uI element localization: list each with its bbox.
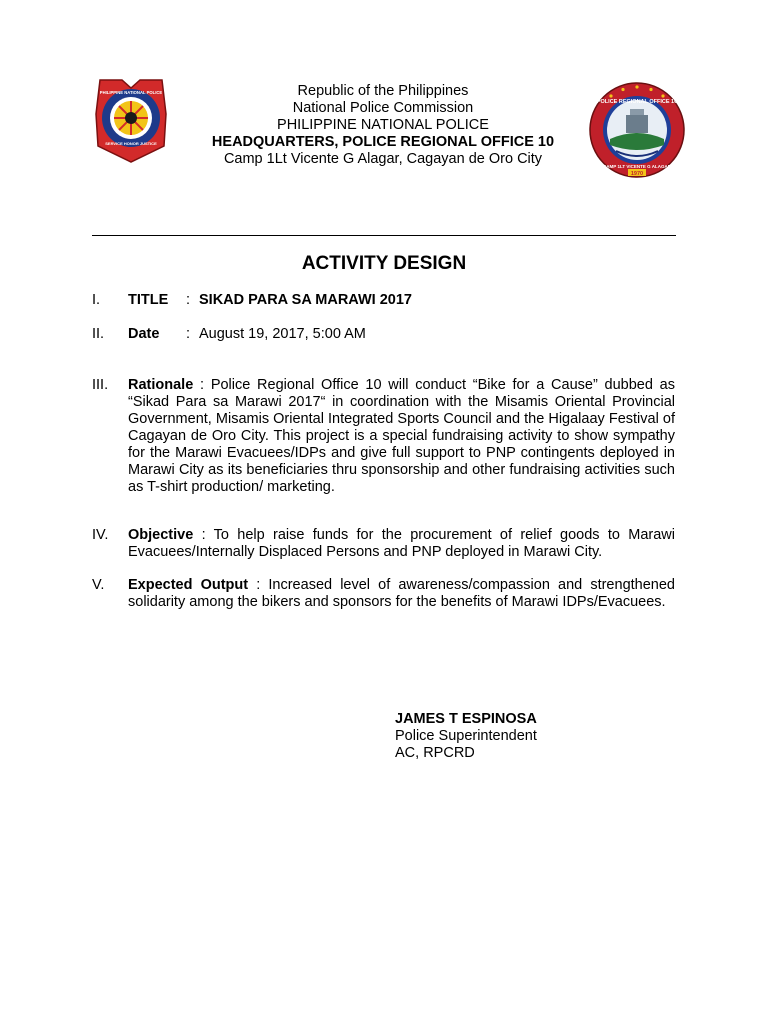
pro10-logo (588, 81, 686, 179)
document-title: ACTIVITY DESIGN (301, 253, 467, 274)
section-separator: : (186, 326, 191, 342)
section-label: Expected Output (128, 577, 249, 593)
section-title (92, 292, 676, 310)
header-divider (92, 235, 676, 236)
signature-block (395, 711, 537, 762)
svg-text:PHILIPPINE NATIONAL POLICE: PHILIPPINE NATIONAL POLICE (99, 90, 163, 95)
pnp-logo (92, 74, 170, 164)
signatory-office: AC, RPCRD (395, 745, 475, 761)
letterhead (170, 83, 596, 168)
section-label: TITLE (128, 292, 169, 308)
section-value: SIKAD PARA SA MARAWI 2017 (199, 292, 412, 308)
letterhead-line-4: HEADQUARTERS, POLICE REGIONAL OFFICE 10 (211, 134, 555, 150)
svg-text:POLICE REGIONAL OFFICE 10: POLICE REGIONAL OFFICE 10 (596, 99, 678, 105)
letterhead-line-3: PHILIPPINE NATIONAL POLICE (277, 117, 489, 133)
section-number: V. (92, 577, 105, 593)
section-value: To help raise funds for the procurement of relief goods to Marawi Evacuees/Internally Displaced Persons and PNP deployed in Marawi City. (128, 527, 675, 560)
section-number: II. (92, 326, 105, 342)
section-date (92, 326, 676, 344)
letterhead-line-5: Camp 1Lt Vicente G Alagar, Cagayan de Oro City (223, 151, 543, 167)
svg-text:CAMP 1LT VICENTE G ALAGAR: CAMP 1LT VICENTE G ALAGAR (603, 164, 671, 169)
letterhead-line-1: Republic of the Philippines (297, 83, 469, 99)
section-value: August 19, 2017, 5:00 AM (199, 326, 366, 342)
section-value: Increased level of awareness/compassion and strengthened solidarity among the bikers and sponsors for the benefits of Marawi IDPs/Evacuees. (128, 577, 675, 610)
section-separator: : (193, 527, 214, 543)
section-label: Objective (128, 527, 194, 543)
section-separator: : (248, 577, 269, 593)
letterhead-line-2: National Police Commission (292, 100, 474, 116)
section-separator: : (193, 377, 211, 393)
section-number: IV. (92, 527, 109, 543)
signatory-name: JAMES T ESPINOSA (395, 711, 537, 727)
section-number: I. (92, 292, 101, 308)
section-separator: : (186, 292, 191, 308)
svg-text:1970: 1970 (630, 171, 644, 177)
section-value: Police Regional Office 10 will conduct “Bike for a Cause” dubbed as “Sikad Para sa Marawi 2017“ in coordination with the Misamis Oriental Provincial Government, Misamis Oriental Integrated Sports Council and the Higalaay Festival of Cagayan de Oro City. This project is a special fundraising activity to show sympathy for the Marawi Evacuees/IDPs and give full support to PNP contingents deployed in Marawi City as its beneficiaries thru sponsorship and other fundraising activities such as T-shirt production/ marketing. (128, 377, 675, 495)
section-number: III. (92, 377, 109, 393)
svg-text:SERVICE HONOR JUSTICE: SERVICE HONOR JUSTICE (105, 141, 157, 146)
section-label: Rationale (128, 377, 194, 393)
section-label: Date (128, 326, 160, 342)
signatory-position: Police Superintendent (395, 728, 537, 744)
